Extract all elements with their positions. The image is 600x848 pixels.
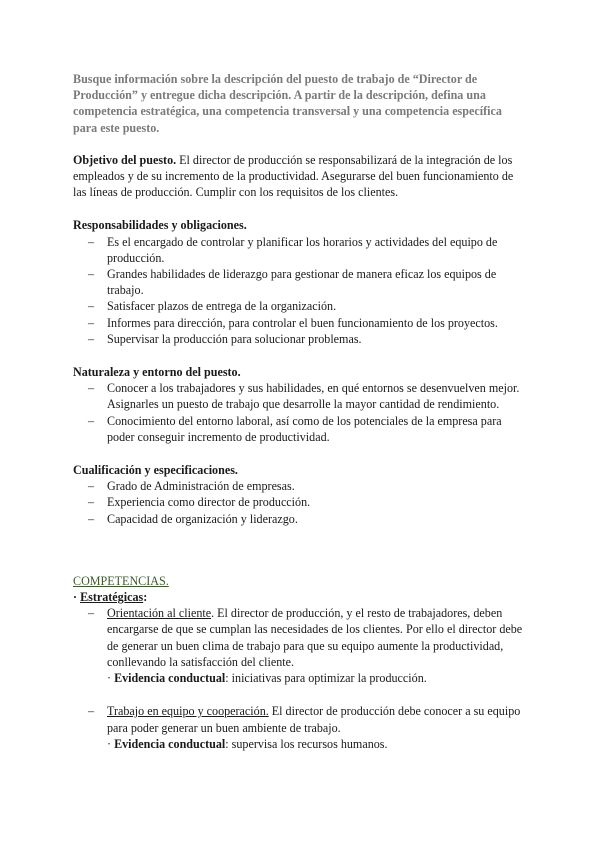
estrategicas-heading — [73, 589, 528, 605]
list-item: – Grado de Administración de empresas. — [73, 478, 528, 494]
competencia-list-1 — [73, 605, 528, 670]
evidencia-label: Evidencia conductual — [114, 671, 226, 686]
cualificacion-section — [73, 462, 528, 527]
spacer — [73, 686, 528, 703]
evidencia-bullet: · — [107, 736, 115, 751]
evidencia-text: : supervisa los recursos humanos. — [225, 736, 388, 751]
estrategicas-colon: : — [143, 590, 148, 605]
list-item: – Grandes habilidades de liderazgo para gestionar de manera eficaz los equipos de trabajo. — [73, 266, 528, 298]
cualificacion-heading: Cualificación y especificaciones. — [73, 463, 238, 478]
naturaleza-list — [73, 380, 528, 445]
objetivo-text: El director de producción se responsabilizará de la integración de los empleados y de su incremento de la productividad. Asegurarse del buen funcionamiento de las líneas de producción. Cumplir con los requisitos de los clientes. — [73, 152, 514, 200]
naturaleza-section — [73, 364, 528, 445]
list-item: – Supervisar la producción para solucionar problemas. — [73, 331, 528, 347]
competencia-list-2 — [73, 703, 528, 735]
objetivo-paragraph — [73, 152, 528, 201]
list-item: – Informes para dirección, para controlar el buen funcionamiento de los proyectos. — [73, 315, 528, 331]
document-page — [73, 71, 528, 752]
cualificacion-list — [73, 478, 528, 527]
competencia-name: Trabajo en equipo y cooperación. — [107, 704, 269, 719]
competencia-name: Orientación al cliente — [107, 606, 212, 621]
evidencia-label: Evidencia conductual — [114, 736, 226, 751]
competencia-text: El director de producción debe conocer a su equipo para poder generar un buen ambiente de trabajo. — [107, 704, 521, 735]
responsabilidades-heading: Responsabilidades y obligaciones. — [73, 218, 247, 233]
naturaleza-heading: Naturaleza y entorno del puesto. — [73, 365, 241, 380]
evidencia-bullet: · — [107, 671, 115, 686]
list-item: – Conocer a los trabajadores y sus habilidades, en qué entornos se desenvuelven mejor. Asignarles un puesto de trabajo que desarrolle la mayor cantidad de rendimiento. — [73, 380, 528, 412]
objetivo-label: Objetivo del puesto. — [73, 152, 177, 167]
competencia-item — [73, 605, 528, 670]
estrategicas-bullet: · — [73, 590, 81, 605]
competencia-item — [73, 703, 528, 735]
list-item: – Capacidad de organización y liderazgo. — [73, 511, 528, 527]
list-item: – Conocimiento del entorno laboral, así como de los potenciales de la empresa para poder conseguir incremento de productividad. — [73, 413, 528, 445]
intro-paragraph: Busque información sobre la descripción del puesto de trabajo de “Director de Producción” y entregue dicha descripción. A partir de la descripción, defina una competencia estratégica, una competencia transversal y una competencia específica para este puesto. — [73, 72, 502, 135]
evidencia-text: : iniciativas para optimizar la producción. — [225, 671, 427, 686]
competencias-title: COMPETENCIAS. — [73, 573, 169, 588]
list-item: – Experiencia como director de producción. — [73, 494, 528, 510]
responsabilidades-section — [73, 217, 528, 347]
estrategicas-label: Estratégicas — [80, 590, 144, 605]
responsabilidades-list — [73, 234, 528, 347]
list-item: – Satisfacer plazos de entrega de la organización. — [73, 298, 528, 314]
evidencia-line — [73, 670, 528, 686]
list-item: – Es el encargado de controlar y planificar los horarios y actividades del equipo de producción. — [73, 234, 528, 266]
competencia-text: . El director de producción, y el resto de trabajadores, deben encargarse de que se cumplan las necesidades de los clientes. Por ello el director debe de generar un buen clima de trabajo para que su equipo aumente la productividad, conllevando la satisfacción del cliente. — [107, 606, 523, 669]
evidencia-line — [73, 736, 528, 752]
